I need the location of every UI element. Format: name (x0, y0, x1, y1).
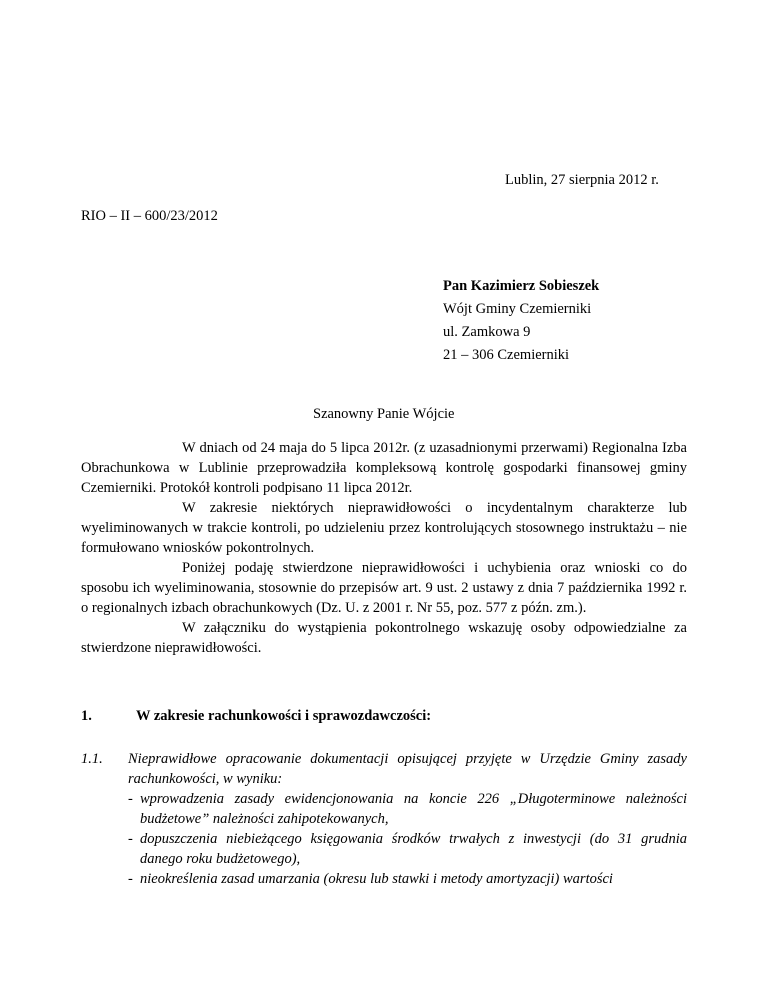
recipient-title: Wójt Gminy Czemierniki (443, 301, 592, 317)
section-number: 1. (81, 708, 92, 724)
paragraph-rest: wyeliminowanych w trakcie kontroli, po udzieleniu przez kontrolujących stosownego instruktażu – nie formułowano wniosków pokontrolnych. (81, 520, 687, 556)
paragraph-first-line: Poniżej podaję stwierdzone nieprawidłowości i uchybienia oraz wnioski co do (182, 560, 687, 576)
recipient-street: ul. Zamkowa 9 (443, 324, 531, 340)
paragraph (81, 618, 687, 658)
paragraph-rest: sposobu ich wyeliminowania, stosownie do przepisów art. 9 ust. 2 ustawy z dnia 7 października 1992 r. o regionalnych izbach obrachunkowych (Dz. U. z 2001 r. Nr 55, poz. 577 z późn. zm.). (81, 580, 687, 616)
list-item: - wprowadzenia zasady ewidencjonowania na koncie 226 „Długoterminowe należności budżetowe” należności zahipotekowanych, (128, 789, 687, 829)
subsection-list (128, 789, 687, 889)
place-date: Lublin, 27 sierpnia 2012 r. (505, 172, 659, 188)
reference-number: RIO – II – 600/23/2012 (81, 208, 218, 224)
paragraph-first-line: W dniach od 24 maja do 5 lipca 2012r. (z uzasadnionymi przerwami) (182, 440, 588, 456)
salutation: Szanowny Panie Wójcie (313, 406, 455, 422)
recipient-address (443, 276, 599, 368)
paragraph-first-line: W zakresie niektórych nieprawidłowości o incydentalnym charakterze lub (182, 500, 687, 516)
paragraph-rest: Regionalna Izba Obrachunkowa w Lublinie przeprowadziła kompleksową kontrolę gospodarki finansowej gminy Czemierniki. Protokół kontroli podpisano 11 lipca 2012r. (81, 440, 687, 496)
letter-body (81, 438, 687, 658)
section-title: W zakresie rachunkowości i sprawozdawczości: (136, 708, 432, 724)
list-item: - dopuszczenia niebieżącego księgowania środków trwałych z inwestycji (do 31 grudnia danego roku budżetowego), (128, 829, 687, 869)
paragraph-rest: za stwierdzone nieprawidłowości. (81, 620, 687, 656)
subsection (81, 749, 687, 889)
subsection-intro: Nieprawidłowe opracowanie dokumentacji opisującej przyjęte w Urzędzie Gminy zasady rachunkowości, w wyniku: (128, 751, 687, 787)
recipient-name: Pan Kazimierz Sobieszek (443, 278, 600, 294)
recipient-city: 21 – 306 Czemierniki (443, 347, 570, 363)
list-item: - nieokreślenia zasad umarzania (okresu lub stawki i metody amortyzacji) wartości (128, 869, 687, 889)
paragraph (81, 558, 687, 618)
section-heading (81, 706, 431, 726)
paragraph (81, 438, 687, 498)
paragraph (81, 498, 687, 558)
paragraph-first-line: W załączniku do wystąpienia pokontrolnego wskazuję osoby odpowiedzialne (182, 620, 666, 636)
subsection-number: 1.1. (81, 751, 103, 767)
